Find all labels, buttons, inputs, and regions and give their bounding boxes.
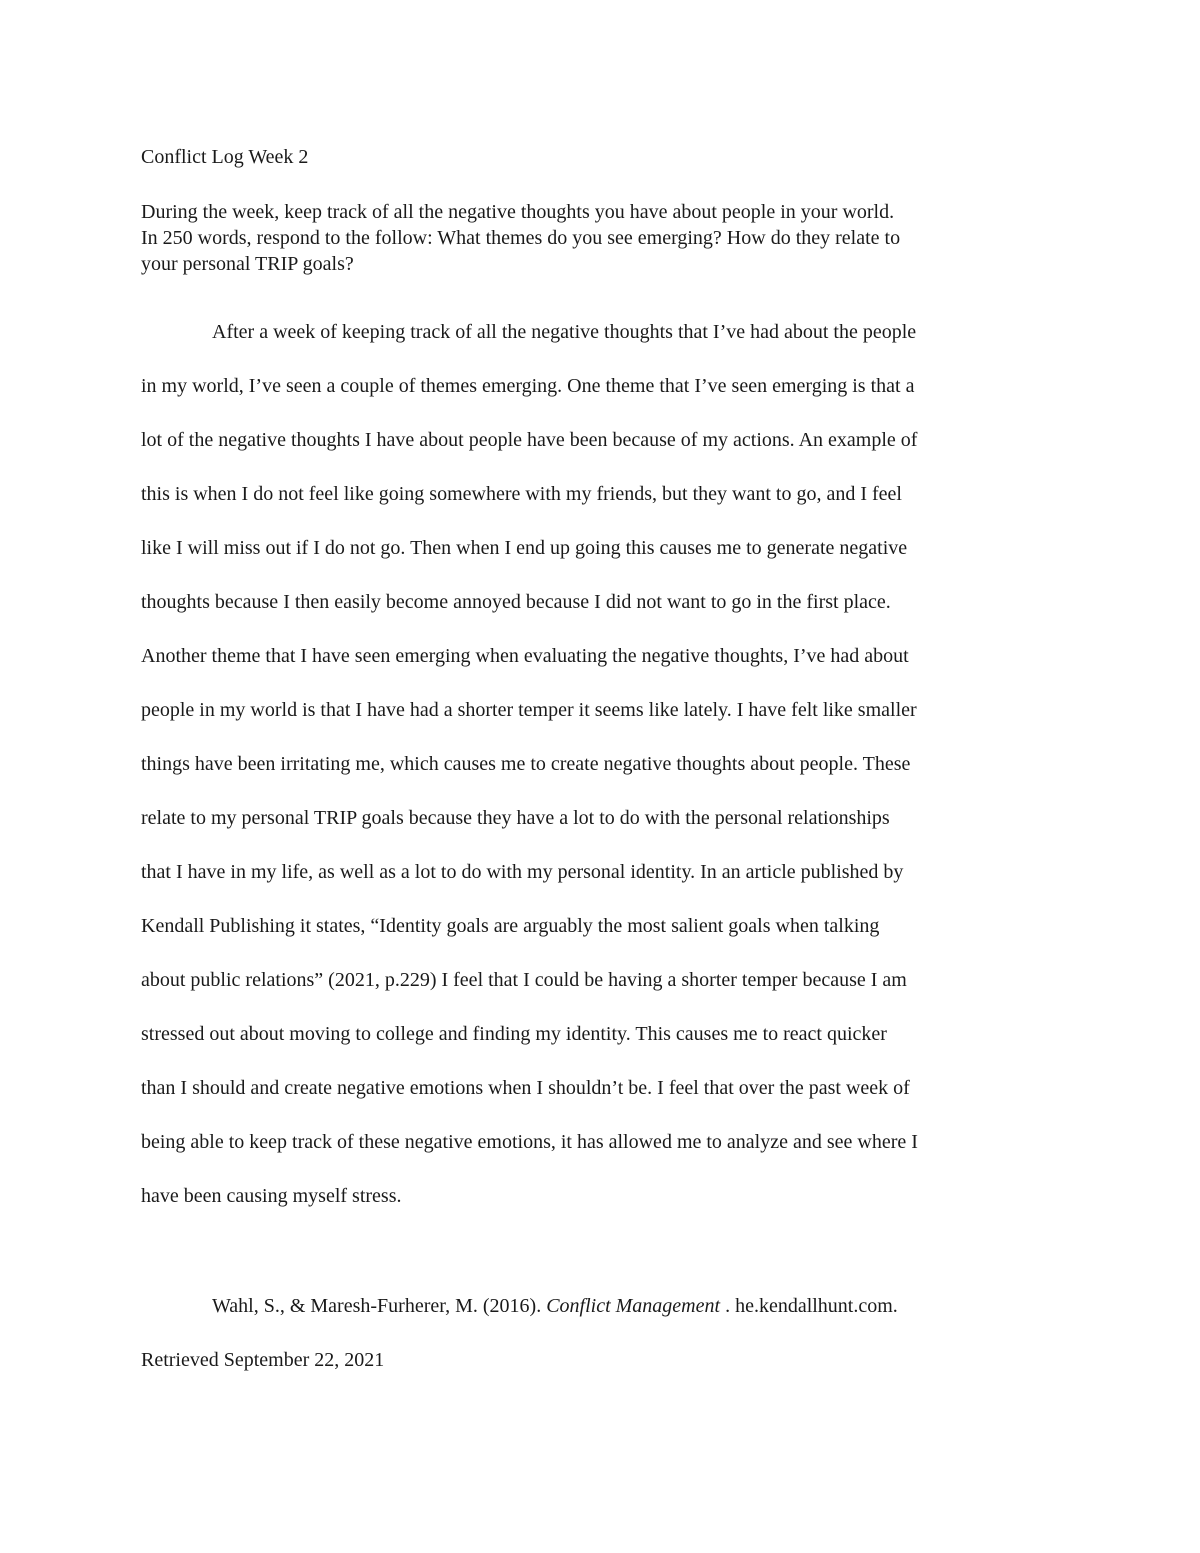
body-line: this is when I do not feel like going somewhere with my friends, but they want to go, and I feel: [141, 483, 902, 505]
body-line: than I should and create negative emotions when I shouldn’t be. I feel that over the past week of: [141, 1077, 910, 1099]
body-line: in my world, I’ve seen a couple of themes emerging. One theme that I’ve seen emerging is that a: [141, 375, 915, 397]
body-line: things have been irritating me, which causes me to create negative thoughts about people. These: [141, 753, 911, 775]
citation-retrieved: Retrieved September 22, 2021: [141, 1349, 385, 1371]
body-line: relate to my personal TRIP goals because they have a lot to do with the personal relationships: [141, 807, 890, 829]
body-line: people in my world is that I have had a shorter temper it seems like lately. I have felt like smaller: [141, 699, 917, 721]
prompt-line: your personal TRIP goals?: [141, 253, 354, 275]
response-body: [141, 305, 1071, 1223]
body-line: lot of the negative thoughts I have about people have been because of my actions. An example of: [141, 429, 918, 451]
citation-authors: Wahl, S., & Maresh-Furherer, M. (2016).: [212, 1295, 547, 1317]
body-line: have been causing myself stress.: [141, 1185, 402, 1207]
body-line: After a week of keeping track of all the negative thoughts that I’ve had about the people: [212, 321, 917, 343]
assignment-prompt: [141, 199, 1071, 277]
reference-citation: [141, 1279, 1071, 1387]
body-line: thoughts because I then easily become annoyed because I did not want to go in the first place.: [141, 591, 891, 613]
prompt-line: In 250 words, respond to the follow: What themes do you see emerging? How do they relate to: [141, 227, 901, 249]
document-title: Conflict Log Week 2: [141, 146, 309, 168]
body-line: about public relations” (2021, p.229) I feel that I could be having a shorter temper because I am: [141, 969, 907, 991]
body-line: that I have in my life, as well as a lot to do with my personal identity. In an article published by: [141, 861, 904, 883]
body-line: Another theme that I have seen emerging when evaluating the negative thoughts, I’ve had about: [141, 645, 909, 667]
body-line: stressed out about moving to college and finding my identity. This causes me to react quicker: [141, 1023, 887, 1045]
body-line: like I will miss out if I do not go. Then when I end up going this causes me to generate negative: [141, 537, 908, 559]
citation-book-title: Conflict Management: [546, 1295, 721, 1317]
citation-source: . he.kendallhunt.com.: [720, 1295, 898, 1317]
citation-line: [141, 1279, 1071, 1333]
body-line: Kendall Publishing it states, “Identity goals are arguably the most salient goals when talking: [141, 915, 880, 937]
body-line: being able to keep track of these negative emotions, it has allowed me to analyze and see where I: [141, 1131, 918, 1153]
prompt-line: During the week, keep track of all the negative thoughts you have about people in your world.: [141, 201, 895, 223]
